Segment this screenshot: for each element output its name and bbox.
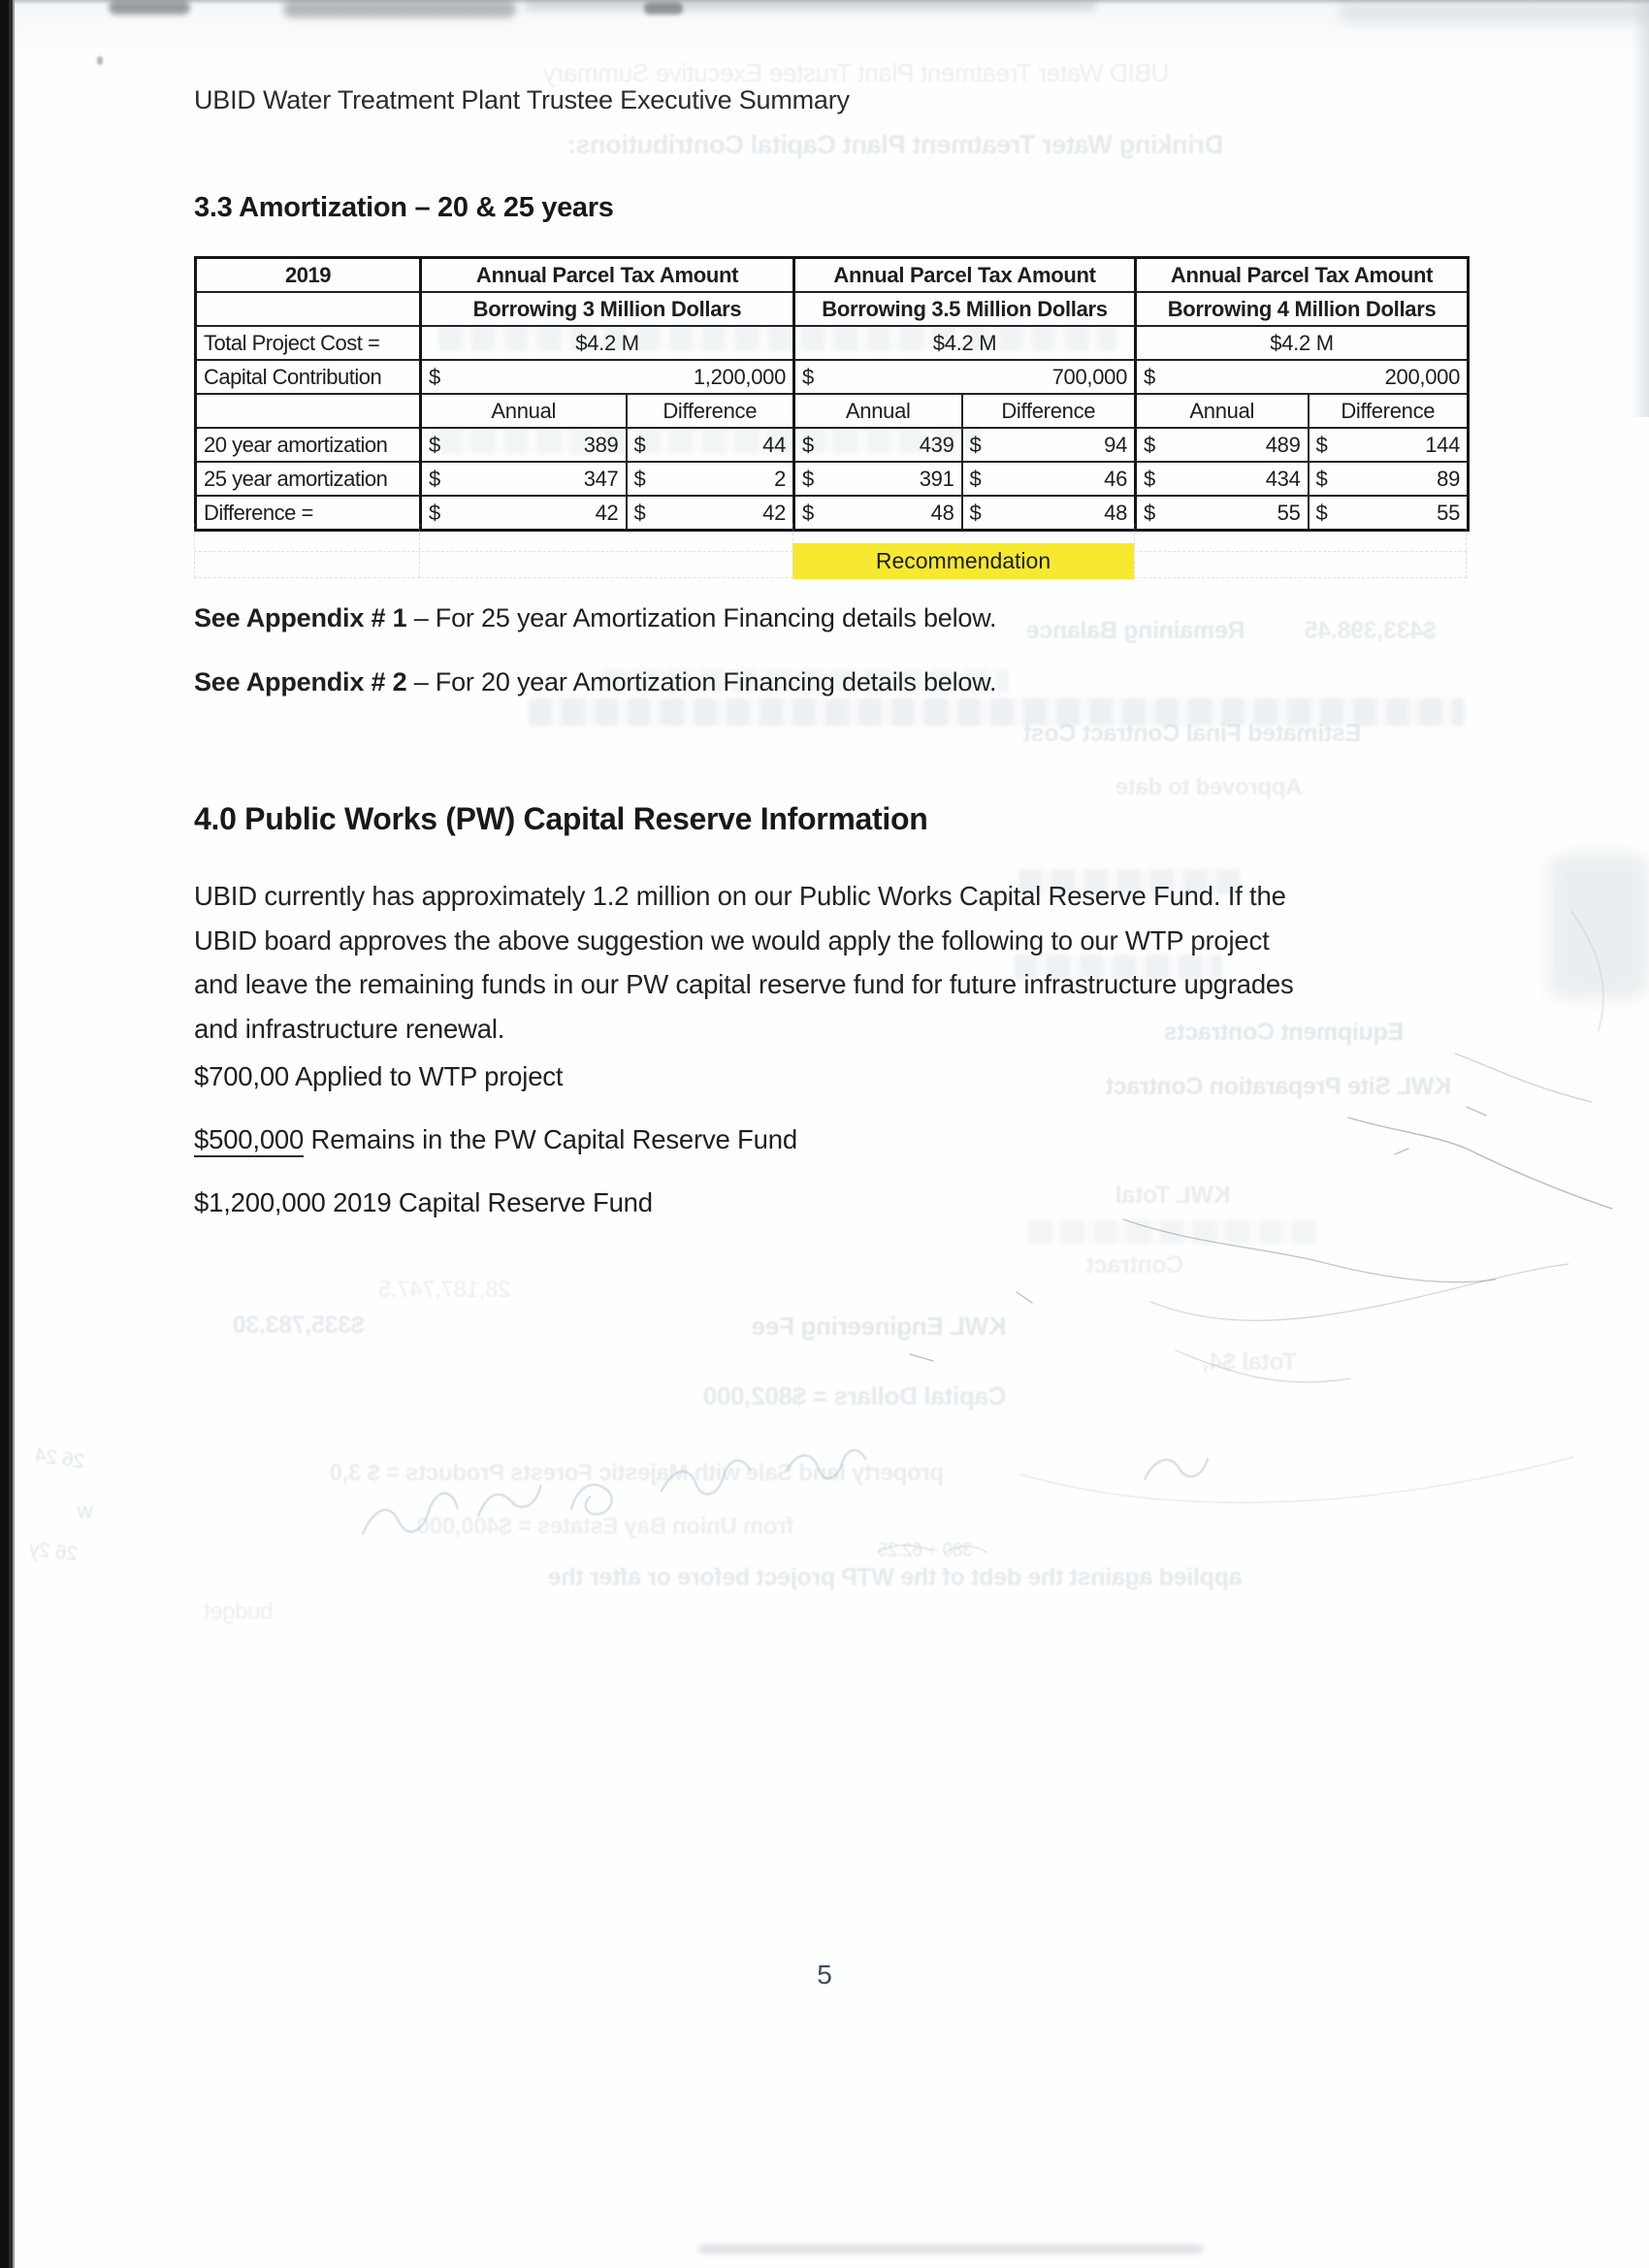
value-text: 700,000	[1051, 364, 1128, 389]
value-cell	[421, 462, 627, 496]
value-text: 89	[1437, 466, 1461, 491]
value-text: 44	[762, 432, 787, 457]
ghost-bleed-text: Drinking Water Treatment Plant Capital Contributions:	[567, 130, 1224, 159]
currency-symbol: $	[802, 466, 814, 491]
capital-contribution-cell	[1136, 360, 1469, 394]
currency-symbol: $	[633, 500, 646, 525]
value-text: 46	[1104, 466, 1128, 491]
ghost-bleed-text: $433,398.45	[1305, 617, 1437, 644]
currency-symbol: $	[1144, 432, 1155, 457]
paragraph-line: and infrastructure renewal.	[194, 1013, 505, 1044]
table-row	[196, 360, 1469, 394]
ghost-bleed-text: Remaining Balance	[1026, 617, 1245, 644]
currency-symbol: $	[429, 432, 440, 457]
ghost-bleed-text: UBID Water Treatment Plant Trustee Executive Summary	[543, 58, 1170, 87]
scan-right-edge-shadow	[1632, 0, 1649, 417]
ghost-bleed-text: applied against the debt of the WTP project before or after the	[548, 1564, 1243, 1591]
appendix-note-1	[194, 603, 996, 633]
currency-symbol: $	[969, 500, 982, 525]
currency-symbol: $	[1315, 500, 1328, 525]
subcolumn-header-cell: Annual	[1136, 394, 1309, 428]
total-cost-cell: $4.2 M	[421, 326, 794, 360]
currency-symbol: $	[1315, 466, 1328, 491]
value-text: 42	[762, 500, 787, 525]
value-cell	[627, 428, 794, 462]
currency-symbol: $	[969, 466, 982, 491]
ghost-bleed-text: KWL Engineering Fee	[752, 1312, 1007, 1341]
value-text: 1,200,000	[693, 364, 787, 389]
subcolumn-header-cell: Difference	[627, 394, 794, 428]
currency-symbol: $	[802, 432, 814, 457]
currency-symbol: $	[802, 500, 814, 525]
ghost-bleed-text: Contract	[1086, 1251, 1184, 1279]
value-cell	[627, 462, 794, 496]
pencil-bleed-note: 26 2y	[27, 1538, 79, 1566]
currency-symbol: $	[802, 364, 814, 389]
fund-amount: $1,200,000	[194, 1187, 326, 1217]
table-row	[196, 394, 1469, 428]
ghost-bleed-text: 28,187,747.5	[378, 1277, 511, 1303]
currency-symbol: $	[429, 364, 440, 389]
page-number: 5	[817, 1960, 832, 1990]
value-cell	[1309, 428, 1469, 462]
fund-line-2019-reserve	[194, 1187, 653, 1218]
table-row	[196, 462, 1469, 496]
subcolumn-header-cell: Difference	[962, 394, 1136, 428]
ghost-bleed-text: KWL Site Preparation Contract	[1106, 1073, 1452, 1100]
pencil-bleed-note: 380 + 62.25	[878, 1540, 973, 1561]
table-row	[196, 258, 1469, 293]
appendix-note-rest: – For 25 year Amortization Financing details below.	[406, 603, 997, 632]
table-row	[196, 292, 1469, 326]
ghost-bleed-text: $335,783.30	[233, 1312, 365, 1339]
group-header-cell: Annual Parcel Tax Amount	[1136, 258, 1469, 293]
total-cost-cell: $4.2 M	[1136, 326, 1469, 360]
currency-symbol: $	[429, 500, 440, 525]
group-subheader-cell: Borrowing 3 Million Dollars	[421, 292, 794, 326]
value-text: 391	[919, 466, 954, 491]
ghost-bleed-text: Estimated Final Contract Cost	[1023, 720, 1362, 747]
row-label-cell: Total Project Cost =	[196, 326, 421, 360]
section-3-3-heading: 3.3 Amortization – 20 & 25 years	[194, 192, 614, 223]
value-text: 55	[1437, 500, 1461, 525]
empty-cell	[196, 292, 421, 326]
value-text: 200,000	[1384, 364, 1461, 389]
row-label-cell: Capital Contribution	[196, 360, 421, 394]
section-4-0-heading: 4.0 Public Works (PW) Capital Reserve Information	[194, 801, 928, 836]
currency-symbol: $	[1315, 432, 1328, 457]
currency-symbol: $	[633, 466, 646, 491]
capital-contribution-cell	[794, 360, 1136, 394]
currency-symbol: $	[969, 432, 982, 457]
empty-cell	[196, 394, 421, 428]
pencil-bleed-note: w	[78, 1499, 93, 1523]
value-text: 439	[919, 432, 954, 457]
total-cost-cell: $4.2 M	[794, 326, 1136, 360]
pencil-bleed-note: 26 24	[33, 1443, 86, 1474]
fund-amount: $700,00	[194, 1061, 290, 1091]
value-text: 434	[1265, 466, 1301, 491]
value-text: 55	[1277, 500, 1301, 525]
capital-contribution-cell	[421, 360, 794, 394]
value-cell	[962, 428, 1136, 462]
group-subheader-cell: Borrowing 4 Million Dollars	[1136, 292, 1469, 326]
ghost-bleed-text: Equipment Contracts	[1164, 1019, 1405, 1046]
subcolumn-header-cell: Annual	[794, 394, 962, 428]
value-cell	[1136, 428, 1309, 462]
amortization-table	[194, 256, 1470, 532]
recommendation-highlight: Recommendation	[792, 543, 1134, 579]
scan-top-edge	[15, 0, 1649, 6]
value-cell	[421, 428, 627, 462]
fund-text: Remains in the PW Capital Reserve Fund	[304, 1124, 797, 1154]
value-text: 389	[583, 432, 619, 457]
appendix-note-2	[194, 667, 996, 697]
subcolumn-header-cell: Difference	[1309, 394, 1469, 428]
currency-symbol: $	[429, 466, 440, 491]
group-header-cell: Annual Parcel Tax Amount	[421, 258, 794, 293]
year-header-cell: 2019	[196, 258, 421, 293]
currency-symbol: $	[1144, 500, 1155, 525]
ghost-bleed-text: Total $4,	[1203, 1348, 1297, 1376]
fund-text: 2019 Capital Reserve Fund	[325, 1187, 653, 1217]
currency-symbol: $	[1144, 364, 1155, 389]
row-label-cell: Difference =	[196, 496, 421, 531]
appendix-note-lead: See Appendix # 1	[194, 603, 407, 632]
row-label-cell: 25 year amortization	[196, 462, 421, 496]
value-text: 489	[1265, 432, 1301, 457]
appendix-note-lead: See Appendix # 2	[194, 667, 407, 697]
row-label-cell: 20 year amortization	[196, 428, 421, 462]
value-text: 94	[1104, 432, 1128, 457]
table-row	[196, 428, 1469, 462]
ghost-bleed-text: property land Sale with Majestic Forests Products = $ 3,0	[330, 1460, 945, 1486]
value-text: 48	[930, 500, 954, 525]
value-text: 347	[583, 466, 619, 491]
paragraph-line: and leave the remaining funds in our PW capital reserve fund for future infrastructure upgrades	[194, 969, 1294, 999]
paragraph-line: UBID board approves the above suggestion we would apply the following to our WTP project	[194, 924, 1270, 956]
subcolumn-header-cell: Annual	[421, 394, 627, 428]
group-header-cell: Annual Parcel Tax Amount	[794, 258, 1136, 293]
scan-left-edge-bar	[0, 0, 15, 2268]
ghost-bleed-text: Approved to date	[1116, 774, 1303, 800]
ghost-bleed-text: from Union Bay Estates = $400,000	[417, 1513, 794, 1539]
currency-symbol: $	[1144, 466, 1155, 491]
ghost-bleed-text: KWL Total	[1116, 1182, 1231, 1209]
ghost-bleed-text: Capital Dollars = $802,000	[703, 1381, 1007, 1410]
amortization-table-wrapper	[194, 256, 1470, 532]
paragraph-line: UBID currently has approximately 1.2 million on our Public Works Capital Reserve Fund. If the	[194, 881, 1286, 911]
table-row	[196, 326, 1469, 360]
value-cell-highlighted	[794, 462, 962, 496]
value-cell	[1309, 462, 1469, 496]
value-cell	[794, 428, 962, 462]
fund-amount-underlined: $500,000	[194, 1124, 304, 1157]
document-header: UBID Water Treatment Plant Trustee Executive Summary	[194, 85, 850, 114]
value-cell-highlighted	[962, 462, 1136, 496]
currency-symbol: $	[633, 432, 646, 457]
ghost-bleed-text: budget	[204, 1599, 274, 1625]
value-text: 144	[1425, 432, 1461, 457]
value-text: 2	[774, 466, 787, 491]
fund-line-wtp	[194, 1061, 563, 1092]
value-text: 42	[595, 500, 619, 525]
section-4-0-paragraph	[194, 874, 1484, 1051]
appendix-note-rest: – For 20 year Amortization Financing details below.	[406, 667, 997, 697]
value-cell	[1136, 462, 1309, 496]
fund-text: Applied to WTP project	[289, 1061, 564, 1091]
value-text: 48	[1104, 500, 1128, 525]
fund-line-reserve-remainder	[194, 1124, 797, 1155]
group-subheader-cell: Borrowing 3.5 Million Dollars	[794, 292, 1136, 326]
